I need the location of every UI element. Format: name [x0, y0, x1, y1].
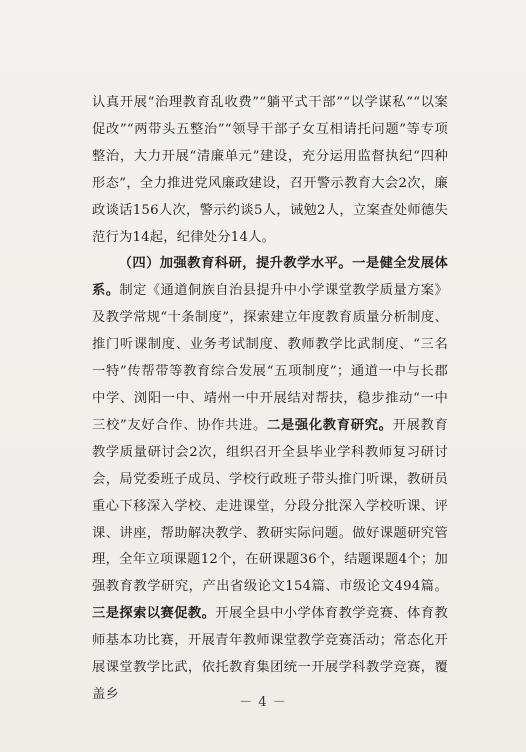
subsection-text-2: 开展教育教学质量研讨会2次，组织召开全县毕业学科教师复习研讨会，局党委班子成员、学校行政班子带头推门听课，教研员重心下移深入学校、走进课堂，分段分批深入学校听课、评课、讲座，帮助解决教学、教研实际问题。做好课题研究管理，全年立项课题12个，在研课题36个，结题课题4个；加强教育教学研究，产出省级论文154篇、市级论文494篇。 — [92, 417, 448, 595]
paragraph-discipline — [92, 90, 448, 251]
paragraph-text: 认真开展“治理教育乱收费”“躺平式干部”“以学谋私”“以案促改”“两带头五整治”“领导干部子女互相请托问题”等专项整治，大力开展“清廉单元”建设，充分运用监督执纪“四种形态”，全力推进党风廉政建设，召开警示教育大会2次，廉政谈话156人次，警示约谈5人，诫勉2人，立案查处师德失范行为14起，纪律处分14人。 — [92, 95, 448, 245]
subsection-text-1: 制定《通道侗族自治县提升中小学课堂教学质量方案》及教学常规“十条制度”，探索建立年度教育质量分析制度、推门听课制度、业务考试制度、教师教学比武制度、“三名一特”传帮带等教育综合发展“五项制度”；通道一中与长郡中学、浏阳一中、靖州一中开展结对帮扶，稳步推动“一中三校”友好合作、协作共进。 — [92, 283, 448, 433]
body-text — [92, 90, 448, 709]
page-number: － 4 － — [239, 695, 287, 710]
subsection-text-3: 开展全县中小学体育教学竞赛、体育教师基本功比赛，开展青年教师课堂教学竞赛活动；常态化开展课堂教学比武，依托教育集团统一开展学科教学竞赛，覆盖乡 — [92, 606, 448, 702]
subsection-title-1: 一是健全发展体系。 — [92, 256, 448, 299]
subsection-title-3: 三是探索以赛促教。 — [92, 606, 216, 622]
paragraph-research — [92, 251, 448, 708]
section-heading: （四）加强教育科研，提升教学水平。 — [118, 256, 353, 272]
subsection-title-2: 二是强化教育研究。 — [266, 417, 393, 433]
